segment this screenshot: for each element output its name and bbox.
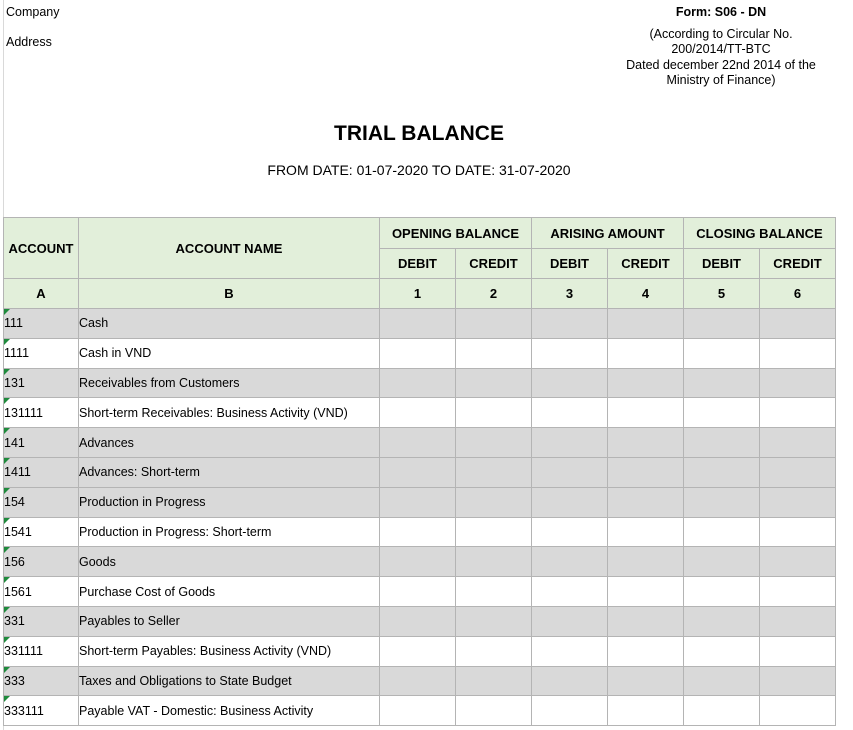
header-debit: DEBIT <box>380 249 456 279</box>
amount-cell[interactable] <box>684 606 760 636</box>
table-row <box>4 666 836 696</box>
amount-cell[interactable] <box>532 487 608 517</box>
account-cell[interactable] <box>4 696 79 726</box>
amount-cell[interactable] <box>532 338 608 368</box>
amount-cell[interactable] <box>380 487 456 517</box>
amount-cell[interactable] <box>532 428 608 458</box>
amount-cell[interactable] <box>456 368 532 398</box>
report-title: TRIAL BALANCE <box>334 122 504 145</box>
account-code: 131111 <box>4 405 43 420</box>
account-cell[interactable] <box>4 398 79 428</box>
account-cell[interactable] <box>4 577 79 607</box>
account-name-cell[interactable]: Production in Progress: Short-term <box>79 517 380 547</box>
text-number-indicator-icon <box>4 339 10 345</box>
amount-cell[interactable] <box>456 309 532 339</box>
index-cell: A <box>4 279 79 309</box>
amount-cell[interactable] <box>380 398 456 428</box>
header-account-name: ACCOUNT NAME <box>79 218 380 279</box>
account-cell[interactable] <box>4 636 79 666</box>
amount-cell[interactable] <box>684 636 760 666</box>
account-code: 1561 <box>4 584 32 599</box>
account-cell[interactable] <box>4 368 79 398</box>
table-row <box>4 487 836 517</box>
amount-cell[interactable] <box>532 636 608 666</box>
circular-line: 200/2014/TT-BTC <box>671 42 771 56</box>
account-name-cell[interactable]: Short-term Payables: Business Activity (VND) <box>79 636 380 666</box>
report-date-range: FROM DATE: 01-07-2020 TO DATE: 31-07-2020 <box>267 162 571 178</box>
amount-cell[interactable] <box>380 666 456 696</box>
text-number-indicator-icon <box>4 458 10 464</box>
amount-cell[interactable] <box>684 457 760 487</box>
amount-cell[interactable] <box>608 636 684 666</box>
amount-cell[interactable] <box>456 577 532 607</box>
circular-line: Ministry of Finance) <box>666 73 776 87</box>
amount-cell[interactable] <box>684 487 760 517</box>
amount-cell[interactable] <box>532 547 608 577</box>
account-code: 156 <box>4 554 25 569</box>
account-name-cell[interactable]: Advances <box>79 428 380 458</box>
text-number-indicator-icon <box>4 309 10 315</box>
text-number-indicator-icon <box>4 696 10 702</box>
account-name-cell[interactable]: Cash in VND <box>79 338 380 368</box>
amount-cell[interactable] <box>608 309 684 339</box>
amount-cell[interactable] <box>608 696 684 726</box>
amount-cell[interactable] <box>760 368 836 398</box>
amount-cell[interactable] <box>684 666 760 696</box>
text-number-indicator-icon <box>4 577 10 583</box>
amount-cell[interactable] <box>760 457 836 487</box>
amount-cell[interactable] <box>608 517 684 547</box>
amount-cell[interactable] <box>760 577 836 607</box>
amount-cell[interactable] <box>608 338 684 368</box>
form-code: Form: S06 - DN <box>675 5 767 19</box>
table-row <box>4 606 836 636</box>
amount-cell[interactable] <box>684 577 760 607</box>
account-name-cell[interactable]: Receivables from Customers <box>79 368 380 398</box>
header-credit: CREDIT <box>608 249 684 279</box>
account-cell[interactable] <box>4 309 79 339</box>
amount-cell[interactable] <box>456 487 532 517</box>
table-row <box>4 696 836 726</box>
address-label: Address <box>6 35 52 49</box>
amount-cell[interactable] <box>760 398 836 428</box>
amount-cell[interactable] <box>760 517 836 547</box>
amount-cell[interactable] <box>760 666 836 696</box>
account-name-cell[interactable]: Advances: Short-term <box>79 457 380 487</box>
amount-cell[interactable] <box>760 696 836 726</box>
header-closing-balance: CLOSING BALANCE <box>684 218 836 249</box>
account-code: 331111 <box>4 644 43 659</box>
company-label: Company <box>6 5 60 19</box>
amount-cell[interactable] <box>380 517 456 547</box>
table-row <box>4 636 836 666</box>
account-name-cell[interactable]: Cash <box>79 309 380 339</box>
account-cell[interactable] <box>4 606 79 636</box>
circular-line: Dated december 22nd 2014 of the <box>626 57 816 72</box>
header-credit: CREDIT <box>456 249 532 279</box>
amount-cell[interactable] <box>532 577 608 607</box>
account-name-cell[interactable]: Taxes and Obligations to State Budget <box>79 666 380 696</box>
account-cell[interactable] <box>4 428 79 458</box>
amount-cell[interactable] <box>380 606 456 636</box>
account-name-cell[interactable]: Payable VAT - Domestic: Business Activity <box>79 696 380 726</box>
amount-cell[interactable] <box>380 636 456 666</box>
amount-cell[interactable] <box>532 457 608 487</box>
index-cell: 3 <box>532 279 608 309</box>
index-cell: 6 <box>760 279 836 309</box>
account-cell[interactable] <box>4 487 79 517</box>
amount-cell[interactable] <box>760 606 836 636</box>
amount-cell[interactable] <box>608 606 684 636</box>
table-row <box>4 309 836 339</box>
amount-cell[interactable] <box>684 696 760 726</box>
amount-cell[interactable] <box>760 428 836 458</box>
header-debit: DEBIT <box>684 249 760 279</box>
text-number-indicator-icon <box>4 488 10 494</box>
header-account: ACCOUNT <box>4 218 79 279</box>
account-code: 1111 <box>4 346 30 361</box>
header-credit: CREDIT <box>760 249 836 279</box>
amount-cell[interactable] <box>608 487 684 517</box>
amount-cell[interactable] <box>532 666 608 696</box>
amount-cell[interactable] <box>380 338 456 368</box>
amount-cell[interactable] <box>380 457 456 487</box>
account-code: 1541 <box>4 524 32 539</box>
amount-cell[interactable] <box>608 457 684 487</box>
amount-cell[interactable] <box>760 309 836 339</box>
text-number-indicator-icon <box>4 428 10 434</box>
text-number-indicator-icon <box>4 398 10 404</box>
index-cell: 5 <box>684 279 760 309</box>
index-cell: 1 <box>380 279 456 309</box>
table-row <box>4 457 836 487</box>
account-code: 333 <box>4 673 25 688</box>
header-arising-amount: ARISING AMOUNT <box>532 218 684 249</box>
account-code: 154 <box>4 495 25 510</box>
amount-cell[interactable] <box>380 428 456 458</box>
amount-cell[interactable] <box>684 368 760 398</box>
account-cell[interactable] <box>4 457 79 487</box>
amount-cell[interactable] <box>456 547 532 577</box>
text-number-indicator-icon <box>4 547 10 553</box>
amount-cell[interactable] <box>380 577 456 607</box>
amount-cell[interactable] <box>532 696 608 726</box>
account-name-cell[interactable]: Short-term Receivables: Business Activity (VND) <box>79 398 380 428</box>
amount-cell[interactable] <box>760 338 836 368</box>
amount-cell[interactable] <box>608 666 684 696</box>
index-cell: 4 <box>608 279 684 309</box>
amount-cell[interactable] <box>380 696 456 726</box>
account-cell[interactable] <box>4 547 79 577</box>
text-number-indicator-icon <box>4 667 10 673</box>
amount-cell[interactable] <box>608 577 684 607</box>
amount-cell[interactable] <box>380 309 456 339</box>
amount-cell[interactable] <box>456 696 532 726</box>
amount-cell[interactable] <box>608 547 684 577</box>
amount-cell[interactable] <box>760 487 836 517</box>
amount-cell[interactable] <box>532 517 608 547</box>
amount-cell[interactable] <box>532 398 608 428</box>
amount-cell[interactable] <box>608 368 684 398</box>
amount-cell[interactable] <box>456 338 532 368</box>
header-debit: DEBIT <box>532 249 608 279</box>
account-cell[interactable] <box>4 517 79 547</box>
text-number-indicator-icon <box>4 637 10 643</box>
amount-cell[interactable] <box>684 517 760 547</box>
index-cell: B <box>79 279 380 309</box>
table-row <box>4 428 836 458</box>
account-cell[interactable] <box>4 666 79 696</box>
amount-cell[interactable] <box>760 636 836 666</box>
amount-cell[interactable] <box>456 457 532 487</box>
amount-cell[interactable] <box>608 398 684 428</box>
amount-cell[interactable] <box>532 309 608 339</box>
table-row <box>4 368 836 398</box>
account-name-cell[interactable]: Purchase Cost of Goods <box>79 577 380 607</box>
amount-cell[interactable] <box>380 547 456 577</box>
table-row <box>4 338 836 368</box>
text-number-indicator-icon <box>4 369 10 375</box>
text-number-indicator-icon <box>4 607 10 613</box>
amount-cell[interactable] <box>608 428 684 458</box>
amount-cell[interactable] <box>532 606 608 636</box>
account-code: 111 <box>4 316 24 331</box>
header-opening-balance: OPENING BALANCE <box>380 218 532 249</box>
circular-line: (According to Circular No. <box>649 26 793 41</box>
index-cell: 2 <box>456 279 532 309</box>
amount-cell[interactable] <box>532 368 608 398</box>
table-row <box>4 398 836 428</box>
account-name-cell[interactable]: Production in Progress <box>79 487 380 517</box>
account-code: 333111 <box>4 703 44 718</box>
amount-cell[interactable] <box>684 428 760 458</box>
account-name-cell[interactable]: Payables to Seller <box>79 606 380 636</box>
amount-cell[interactable] <box>456 517 532 547</box>
amount-cell[interactable] <box>380 368 456 398</box>
trial-balance-table <box>3 217 836 726</box>
amount-cell[interactable] <box>456 606 532 636</box>
amount-cell[interactable] <box>456 666 532 696</box>
table-row <box>4 577 836 607</box>
amount-cell[interactable] <box>684 398 760 428</box>
account-code: 1411 <box>4 465 31 480</box>
amount-cell[interactable] <box>684 547 760 577</box>
amount-cell[interactable] <box>760 547 836 577</box>
amount-cell[interactable] <box>456 636 532 666</box>
amount-cell[interactable] <box>456 428 532 458</box>
account-code: 141 <box>4 435 25 450</box>
account-name-cell[interactable]: Goods <box>79 547 380 577</box>
amount-cell[interactable] <box>684 338 760 368</box>
account-cell[interactable] <box>4 338 79 368</box>
text-number-indicator-icon <box>4 518 10 524</box>
account-code: 331 <box>4 614 25 629</box>
form-info <box>600 5 842 89</box>
table-row <box>4 547 836 577</box>
amount-cell[interactable] <box>684 309 760 339</box>
table-row <box>4 517 836 547</box>
amount-cell[interactable] <box>456 398 532 428</box>
account-code: 131 <box>4 375 25 390</box>
